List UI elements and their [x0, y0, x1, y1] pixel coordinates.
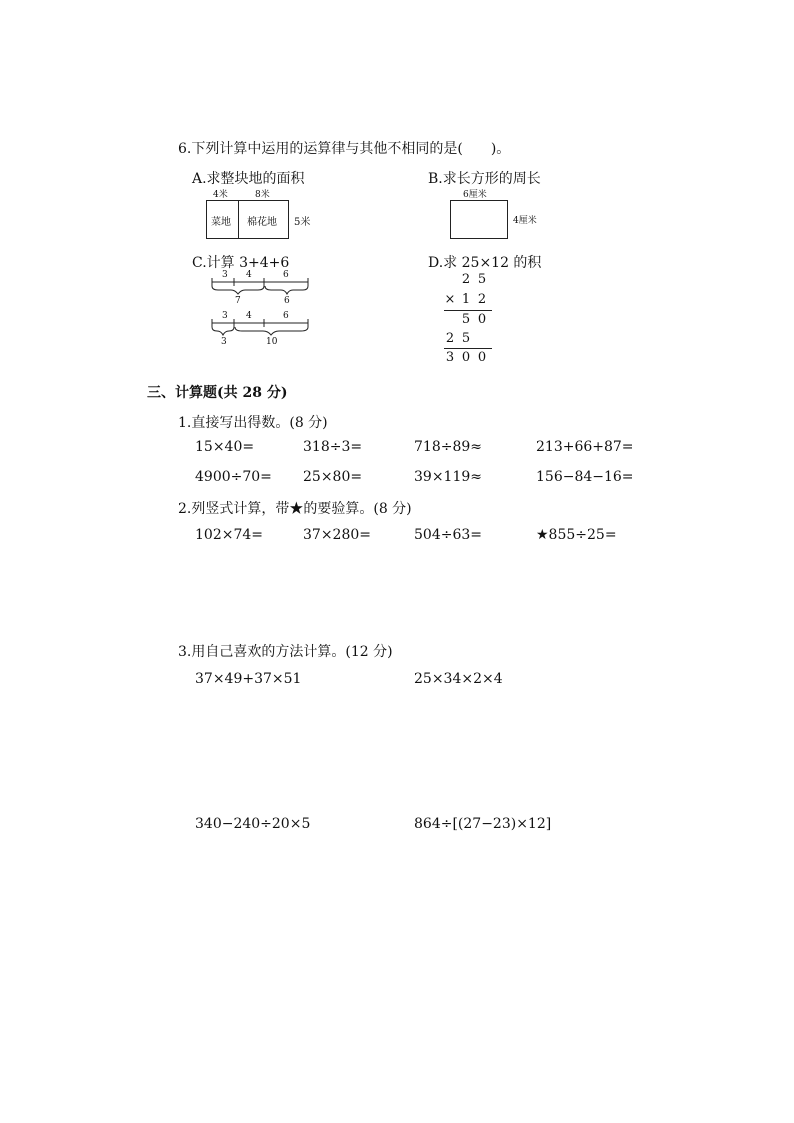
- question-3-3-title: 3.用自己喜欢的方法计算。(12 分): [178, 644, 393, 660]
- option-c-row1-num-6: 6: [283, 270, 289, 280]
- option-a-top-right-length: 8米: [255, 190, 270, 200]
- calc-item: 25×80=: [303, 469, 363, 485]
- option-d-times-sign: ×: [444, 292, 456, 307]
- vertical-calc-item: 504÷63=: [414, 527, 482, 543]
- option-d-digit: 5: [477, 272, 487, 287]
- option-c-brace-diagram: [200, 266, 320, 356]
- option-d-label: D.求 25×12 的积: [428, 255, 542, 271]
- calc-item: 15×40=: [195, 439, 255, 455]
- calc-item: 39×119≈: [414, 469, 482, 485]
- option-c-brace2-right-sum: 10: [266, 337, 278, 347]
- option-b-label: B.求长方形的周长: [428, 171, 541, 187]
- simplify-calc-item: 340−240÷20×5: [195, 816, 311, 832]
- option-a-label: A.求整块地的面积: [192, 171, 305, 187]
- vertical-calc-item-starred: ★855÷25=: [536, 527, 617, 543]
- option-d-digit: 3: [445, 350, 455, 365]
- option-a-cell-vegetable: 菜地: [211, 217, 231, 228]
- simplify-calc-item: 25×34×2×4: [414, 671, 503, 687]
- option-d-digit: 2: [461, 272, 471, 287]
- section-3-title: 三、计算题(共 28 分): [147, 385, 288, 401]
- calc-item: 213+66+87=: [536, 439, 634, 455]
- option-d-rule-1: [444, 310, 492, 311]
- question-3-1-title: 1.直接写出得数。(8 分): [178, 415, 328, 431]
- option-c-row2-num-3: 3: [222, 311, 228, 321]
- vertical-calc-item: 102×74=: [195, 527, 263, 543]
- simplify-calc-item: 37×49+37×51: [195, 671, 302, 687]
- calc-item: 4900÷70=: [195, 469, 272, 485]
- option-c-label: C.计算 3+4+6: [192, 255, 290, 271]
- calc-item: 156−84−16=: [536, 469, 634, 485]
- option-d-digit: 0: [477, 312, 487, 327]
- option-c-row2-num-4: 4: [246, 311, 252, 321]
- option-c-row1-num-3: 3: [222, 270, 228, 280]
- question-3-2-title: 2.列竖式计算，带★的要验算。(8 分): [178, 501, 412, 517]
- option-b-side-length: 4厘米: [513, 216, 537, 226]
- option-a-cell-cotton: 棉花地: [247, 217, 277, 228]
- option-c-brace2-left-sum: 3: [221, 337, 227, 347]
- option-d-digit: 2: [477, 292, 487, 307]
- option-b-rectangle: [450, 200, 508, 239]
- question-6-stem: 6.下列计算中运用的运算律与其他不相同的是( )。: [178, 141, 511, 157]
- option-c-brace1-left-sum: 7: [235, 296, 241, 306]
- option-d-digit: 2: [445, 331, 455, 346]
- calc-item: 718÷89≈: [414, 439, 482, 455]
- option-b-top-length: 6厘米: [463, 190, 487, 200]
- option-c-row1-num-4: 4: [246, 270, 252, 280]
- option-a-side-length: 5米: [294, 217, 311, 228]
- simplify-calc-item: 864÷[(27−23)×12]: [414, 816, 552, 832]
- option-d-digit: 0: [461, 350, 471, 365]
- option-d-rule-2: [444, 348, 492, 349]
- option-a-divider: [238, 200, 239, 239]
- option-c-brace1-right-sum: 6: [284, 296, 290, 306]
- option-d-digit: 5: [461, 331, 471, 346]
- option-d-digit: 1: [461, 292, 471, 307]
- vertical-calc-item: 37×280=: [303, 527, 371, 543]
- option-d-digit: 0: [477, 350, 487, 365]
- option-a-top-left-length: 4米: [213, 190, 228, 200]
- option-c-row2-num-6: 6: [283, 311, 289, 321]
- option-d-digit: 5: [461, 312, 471, 327]
- calc-item: 318÷3=: [303, 439, 363, 455]
